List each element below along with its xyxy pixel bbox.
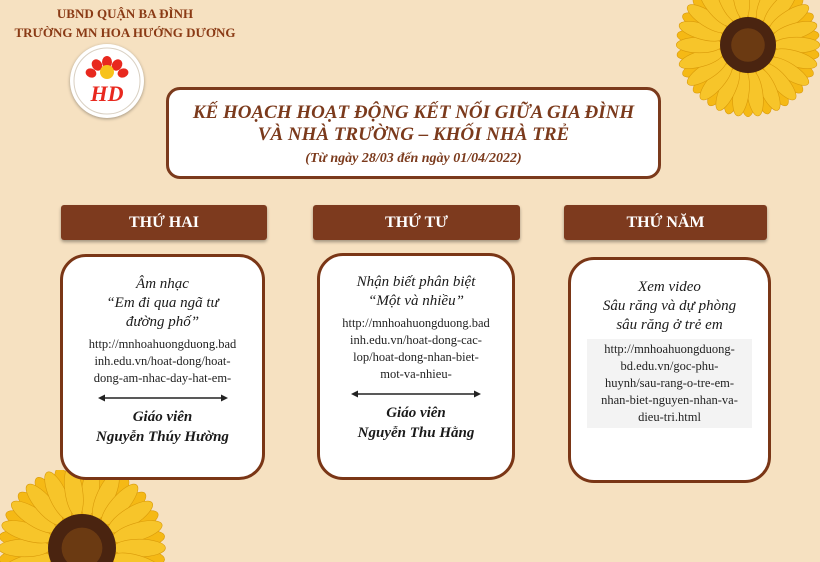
url-line[interactable]: dieu-tri.html	[638, 410, 701, 424]
url-line[interactable]: nhan-biet-nguyen-nhan-va-	[601, 393, 738, 407]
double-arrow-icon	[97, 393, 229, 403]
url-line[interactable]: http://mnhoahuongduong.bad	[88, 337, 237, 351]
day-header-thursday: THỨ NĂM	[564, 205, 767, 240]
day-header-wednesday: THỨ TƯ	[313, 205, 520, 240]
activity-line: Xem video	[638, 279, 701, 295]
activity-line: Âm nhạc	[136, 276, 189, 292]
activity-title	[63, 275, 262, 332]
day-header-monday: THỨ HAI	[61, 205, 267, 240]
sunflower-icon-top-right	[660, 0, 820, 125]
url-line[interactable]: inh.edu.vn/hoat-dong/hoat-	[94, 354, 231, 368]
activity-link[interactable]	[63, 336, 262, 387]
activity-line: sâu răng ở trẻ em	[616, 317, 723, 333]
activity-card-thursday	[568, 257, 771, 483]
url-line[interactable]: http://mnhoahuongduong.bad	[342, 316, 490, 330]
activity-line: Sâu răng và dự phòng	[602, 298, 737, 314]
title-line-2: VÀ NHÀ TRƯỜNG – KHỐI NHÀ TRẺ	[257, 124, 570, 145]
logo-text: HD	[90, 81, 124, 106]
school-logo-icon	[70, 44, 144, 118]
activity-link[interactable]	[320, 315, 512, 383]
activity-card-monday	[60, 254, 265, 480]
activity-card-wednesday	[317, 253, 515, 480]
activity-link[interactable]	[587, 339, 752, 428]
activity-line: “Một và nhiều”	[368, 293, 464, 309]
url-line[interactable]: dong-am-nhac-day-hat-em-	[93, 371, 232, 385]
url-line[interactable]: mot-va-nhieu-	[380, 367, 452, 381]
url-line[interactable]: http://mnhoahuongduong-	[604, 342, 735, 356]
activity-title	[320, 273, 512, 311]
activity-line: Nhận biết phân biệt	[356, 274, 476, 290]
teacher-name: Nguyễn Thúy Hường	[96, 429, 229, 445]
double-arrow-icon	[350, 389, 482, 399]
plan-title-box	[166, 87, 661, 179]
activity-title	[571, 278, 768, 335]
url-line[interactable]: bd.edu.vn/goc-phu-	[620, 359, 719, 373]
url-line[interactable]: huynh/sau-rang-o-tre-em-	[604, 376, 735, 390]
title-line-1: KẾ HOẠCH HOẠT ĐỘNG KẾT NỐI GIỮA GIA ĐÌNH	[192, 102, 635, 123]
teacher-label: Giáo viên	[386, 405, 446, 421]
teacher-label: Giáo viên	[132, 409, 193, 425]
org-line-1: UBND QUẬN BA ĐÌNH	[56, 6, 194, 21]
url-line[interactable]: inh.edu.vn/hoat-dong-cac-	[350, 333, 482, 347]
organization-header	[0, 4, 250, 42]
teacher-name: Nguyễn Thu Hằng	[357, 425, 475, 441]
sunflower-icon-bottom-left	[0, 470, 180, 562]
org-line-2: TRƯỜNG MN HOA HƯỚNG DƯƠNG	[14, 25, 236, 40]
activity-line: đường phố”	[125, 314, 200, 330]
url-line[interactable]: lop/hoat-dong-nhan-biet-	[353, 350, 479, 364]
date-range: (Từ ngày 28/03 đến ngày 01/04/2022)	[305, 151, 522, 166]
activity-line: “Em đi qua ngã tư	[106, 295, 219, 311]
